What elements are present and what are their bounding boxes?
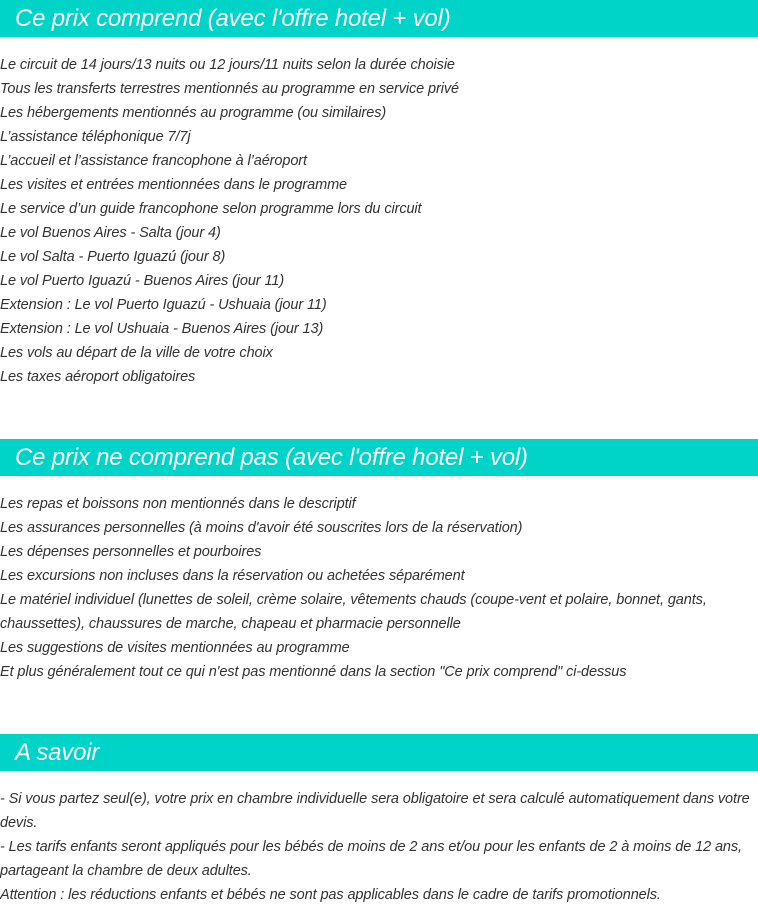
excluded-item: Les dépenses personnelles et pourboires — [0, 544, 262, 560]
included-item: Le vol Salta - Puerto Iguazú (jour 8) — [0, 249, 226, 265]
included-item: Les taxes aéroport obligatoires — [0, 369, 196, 385]
included-item: Extension : Le vol Puerto Iguazú - Ushuaia (jour 11) — [0, 297, 327, 313]
included-item: L’assistance téléphonique 7/7j — [0, 129, 191, 145]
excluded-item: Les excursions non incluses dans la réservation ou achetées séparément — [0, 568, 465, 584]
info-section — [0, 734, 758, 907]
info-heading: A savoir — [0, 734, 758, 771]
excluded-heading: Ce prix ne comprend pas (avec l'offre hotel + vol) — [0, 439, 758, 476]
included-list — [0, 37, 758, 389]
info-item: - Les tarifs enfants seront appliqués pour les bébés de moins de 2 ans et/ou pour les enfants de 2 à moins de 12 ans, partageant la chambre de deux adultes. — [0, 839, 742, 879]
included-item: Les vols au départ de la ville de votre choix — [0, 345, 273, 361]
included-section — [0, 0, 758, 389]
info-item: Attention : les réductions enfants et bébés ne sont pas applicables dans le cadre de tarifs promotionnels. — [0, 887, 661, 903]
excluded-item: Les suggestions de visites mentionnées au programme — [0, 640, 350, 656]
included-item: Extension : Le vol Ushuaia - Buenos Aires (jour 13) — [0, 321, 324, 337]
excluded-item: Les assurances personnelles (à moins d'avoir été souscrites lors de la réservation) — [0, 520, 523, 536]
included-item: L’accueil et l’assistance francophone à l’aéroport — [0, 153, 307, 169]
info-item: - Si vous partez seul(e), votre prix en chambre individuelle sera obligatoire et sera calculé automatiquement dans votre devis. — [0, 791, 750, 831]
included-item: Les visites et entrées mentionnées dans le programme — [0, 177, 348, 193]
excluded-item: Les repas et boissons non mentionnés dans le descriptif — [0, 496, 356, 512]
excluded-section — [0, 439, 758, 684]
included-item: Le vol Puerto Iguazú - Buenos Aires (jour 11) — [0, 273, 285, 289]
included-item: Tous les transferts terrestres mentionnés au programme en service privé — [0, 81, 459, 97]
excluded-list — [0, 476, 758, 684]
included-item: Le service d’un guide francophone selon programme lors du circuit — [0, 201, 422, 217]
included-item: Les hébergements mentionnés au programme (ou similaires) — [0, 105, 387, 121]
info-list — [0, 771, 758, 907]
included-heading: Ce prix comprend (avec l'offre hotel + vol) — [0, 0, 758, 37]
included-item: Le vol Buenos Aires - Salta (jour 4) — [0, 225, 221, 241]
excluded-item: Et plus généralement tout ce qui n'est pas mentionné dans la section "Ce prix comprend" ci-dessus — [0, 664, 627, 680]
excluded-item: Le matériel individuel (lunettes de soleil, crème solaire, vêtements chauds (coupe-vent et polaire, bonnet, gants, chaussettes), chaussures de marche, chapeau et pharmacie personnelle — [0, 592, 707, 632]
included-item: Le circuit de 14 jours/13 nuits ou 12 jours/11 nuits selon la durée choisie — [0, 57, 455, 73]
